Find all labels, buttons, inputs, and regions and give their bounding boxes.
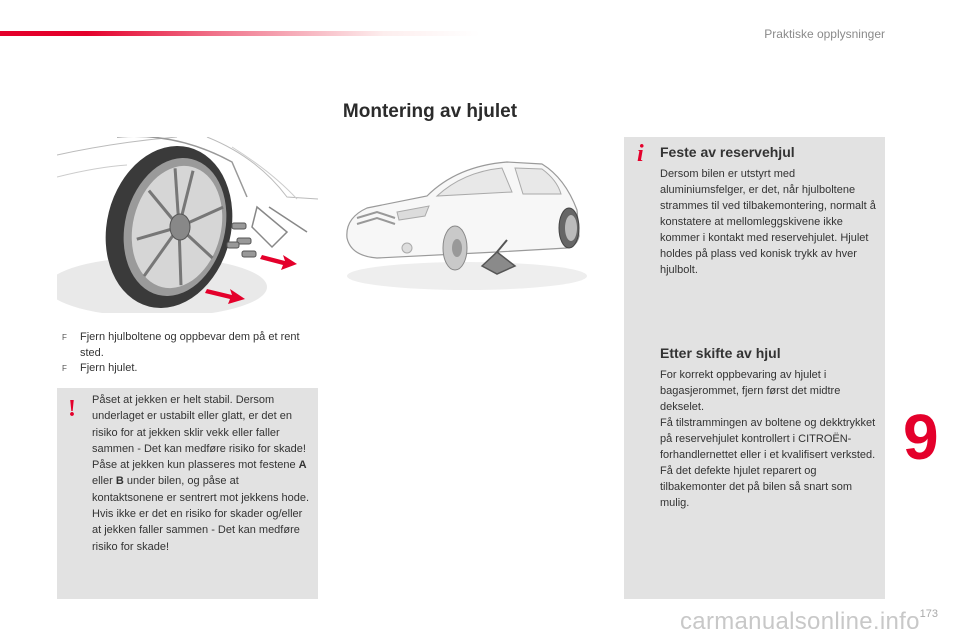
list-item <box>62 361 318 377</box>
info-heading-after-change: Etter skifte av hjul <box>660 345 781 361</box>
list-item <box>62 330 318 361</box>
label-b: B <box>115 475 124 488</box>
info-paragraph-spare-wheel: Dersom bilen er utstyrt med aluminiumsfelger, er det, når hjulboltene strammes til ved tilbakemontering, normalt å konstatere at mellomleggskivene ikke kommer i kontakt med reservehjulet. Hjulet holdes på plass ved konisk trykk av hver hjulbolt. <box>660 168 876 276</box>
info-heading-spare-wheel: Feste av reservehjul <box>660 144 795 160</box>
chapter-number: 9 <box>903 401 939 473</box>
page-title: Montering av hjulet <box>342 101 518 122</box>
step-text: Fjern hjulet. <box>80 362 138 374</box>
page-number: 173 <box>919 608 938 620</box>
car-on-jack-illustration <box>337 148 589 298</box>
info-box <box>624 137 885 599</box>
warning-icon: ! <box>68 396 76 422</box>
bullet-icon: F <box>62 333 67 342</box>
bullet-icon: F <box>62 364 67 373</box>
watermark: carmanualsonline.info <box>680 608 920 635</box>
wheel-removal-illustration <box>57 137 318 313</box>
removal-steps <box>62 330 318 377</box>
section-header: Praktiske opplysninger <box>764 27 885 41</box>
step-text: Fjern hjulboltene og oppbevar dem på et rent sted. <box>80 331 300 359</box>
warning-text: Påset at jekken er helt stabil. Dersom underlaget er ustabilt eller glatt, er det en risiko for at jekken sklir vekk eller faller sammen - Det kan medføre risiko for skade! Påse at jekken kun plasseres mot festene A eller B under bilen, og påse at kontaktsonene er sentrert mot jekkens hode. Hvis ikke er det en risiko for skader og/eller at jekken faller sammen - Det kan medføre risiko for skade! <box>92 394 310 553</box>
info-icon: i <box>637 141 644 167</box>
warning-box <box>57 388 318 599</box>
header-accent-bar <box>0 31 480 36</box>
info-paragraph-after-change: For korrekt oppbevaring av hjulet i bagasjerommet, fjern først det midtre dekselet. Få tilstrammingen av boltene og dekktrykket på reservehjulet kontrollert i CITROËN-forhandlernettet eller i et kvalifisert verksted. Få det defekte hjulet reparert og tilbakemonter det på bilen så snart som mulig. <box>660 369 876 509</box>
label-a: A <box>298 459 307 472</box>
